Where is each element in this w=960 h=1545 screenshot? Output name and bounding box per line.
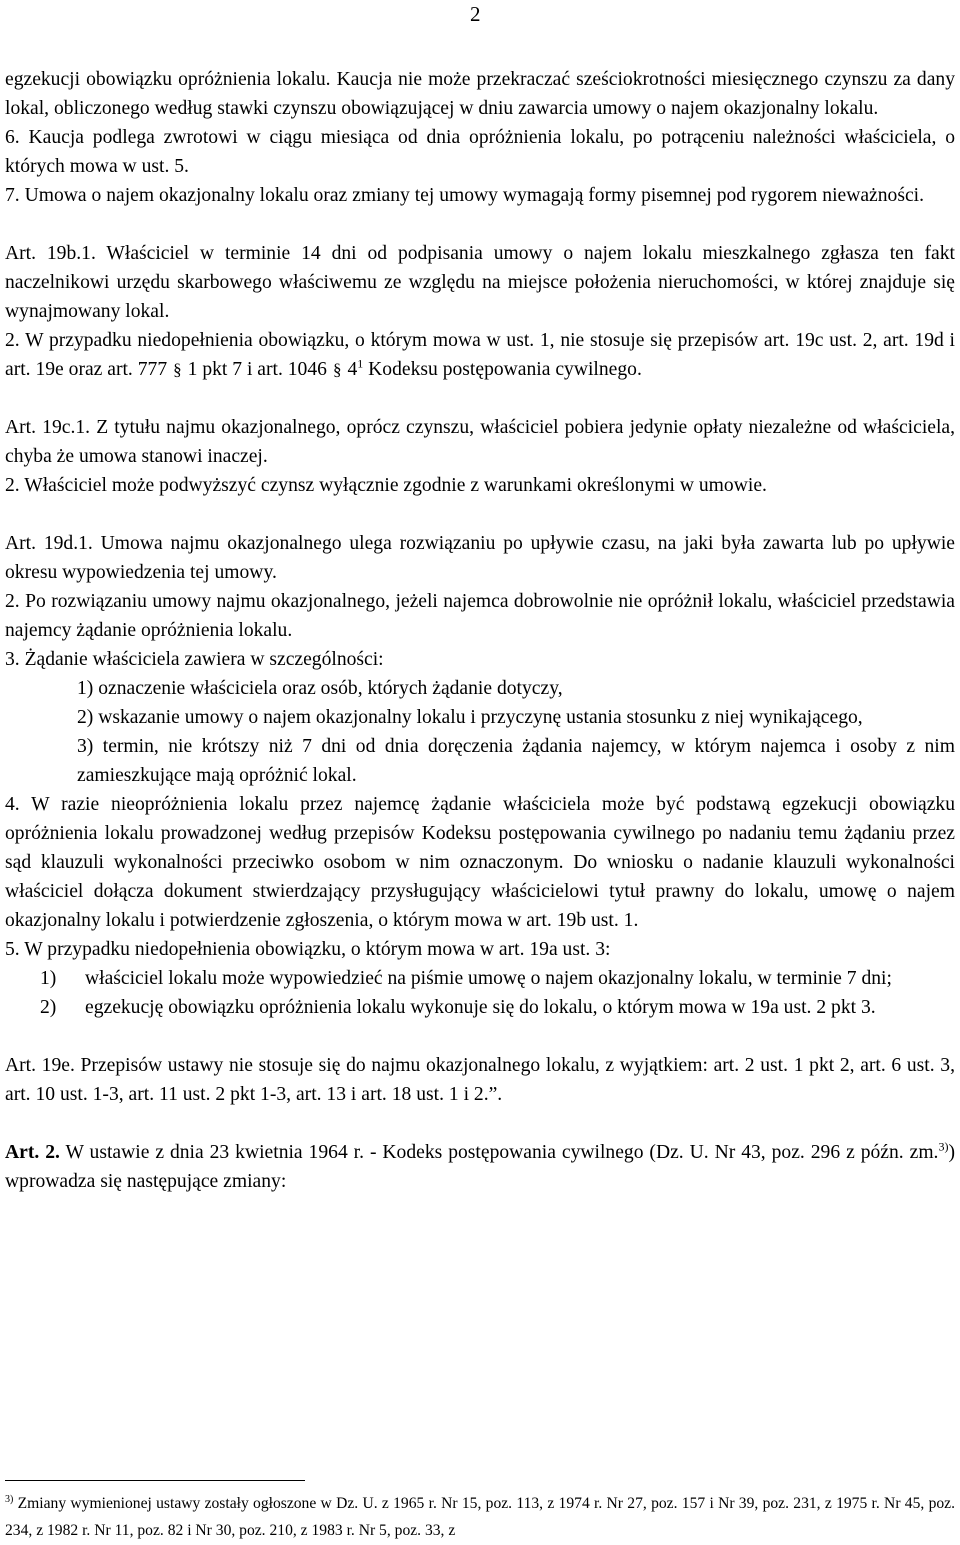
page-number: 2 <box>470 2 481 26</box>
list-item: 2) egzekucję obowiązku opróżnienia lokalu wykonuje się do lokalu, o którym mowa w 19a ust. 2 pkt 3. <box>40 997 876 1018</box>
section-sign: § <box>332 360 342 379</box>
footnote-reference: 3) <box>938 1139 949 1154</box>
art-19d-paragraph-4: 4. W razie nieopróżnienia lokalu przez najemcę żądanie właściciela może być podstawą egzekucji obowiązku opróżnienia lokalu prowadzonej według przepisów Kodeksu postępowania cywilnego po nadaniu temu żądaniu przez sąd klauzuli wykonalności przeciwko osobom w nim oznaczonym. Do wniosku o nadanie klauzuli wykonalności właściciel dołącza dokument stwierdzający przysługujący właścicielowi tytuł prawny do lokalu, umowę o najem okazjonalny lokalu i potwierdzenie zgłoszenia, o którym mowa w art. 19b ust. 1. <box>5 794 955 931</box>
footnote-marker: 3) <box>5 1493 14 1505</box>
article-label: Art. 2. <box>5 1142 60 1163</box>
art-2-paragraph: Art. 2. W ustawie z dnia 23 kwietnia 1964 r. - Kodeks postępowania cywilnego (Dz. U. Nr 43, poz. 296 z późn. zm.$^{3)}$) wprowadza się następujące zmiany: <box>5 1139 955 1192</box>
art-19b-paragraph-2: 2. W przypadku niedopełnienia obowiązku, o którym mowa w ust. 1, nie stosuje się przepisów art. 19c ust. 2, art. 19d i art. 19e oraz art. 777 § 1 pkt 7 i art. 1046 § $4^1$ Kodeksu postępowania cywilnego. <box>5 330 955 380</box>
superscript: 1 <box>357 356 364 371</box>
art-19d-paragraph-2: 2. Po rozwiązaniu umowy najmu okazjonalnego, jeżeli najemca dobrowolnie nie opróżnił lokalu, właściciel przedstawia najemcy żądanie opróżnienia lokalu. <box>5 591 955 641</box>
art-19d-paragraph-5: 5. W przypadku niedopełnienia obowiązku, o którym mowa w art. 19a ust. 3: <box>5 939 611 960</box>
art-19c-paragraph-1: Art. 19c.1. Z tytułu najmu okazjonalnego, oprócz czynszu, właściciel pobiera jedynie opłaty niezależne od właściciela, chyba że umowa stanowi inaczej. <box>5 417 955 467</box>
footnote: $^{3)}$ Zmiany wymienionej ustawy zostały ogłoszone w Dz. U. z 1965 r. Nr 15, poz. 113, z 1974 r. Nr 27, poz. 157 i Nr 39, poz. 231, z 1975 r. Nr 45, poz. 234, z 1982 r. Nr 11, poz. 82 i Nr 30, poz. 210, z 1983 r. Nr 5, poz. 33, z <box>5 1493 955 1539</box>
art-19c-paragraph-2: 2. Właściciel może podwyższyć czynsz wyłącznie zgodnie z warunkami określonymi w umowie. <box>5 475 767 496</box>
art-19d-paragraph-3: 3. Żądanie właściciela zawiera w szczególności: <box>5 649 384 670</box>
footnote-separator <box>5 1480 305 1481</box>
list-item: 3) termin, nie krótszy niż 7 dni od dnia doręczenia żądania najemcy, w którym najemca i osoby z nim zamieszkujące mają opróżnić lokal. <box>77 736 955 786</box>
paragraph-continuation: egzekucji obowiązku opróżnienia lokalu. Kaucja nie może przekraczać sześciokrotności miesięcznego czynszu za dany lokal, obliczonego według stawki czynszu obowiązującej w dniu zawarcia umowy o najem okazjonalny lokalu. <box>5 69 955 119</box>
list-item: 2) wskazanie umowy o najem okazjonalny lokalu i przyczynę ustania stosunku z niej wynikającego, <box>77 707 863 728</box>
document-body <box>5 65 955 1196</box>
section-sign: § <box>173 360 182 379</box>
art-19d-paragraph-1: Art. 19d.1. Umowa najmu okazjonalnego ulega rozwiązaniu po upływie czasu, na jaki była zawarta lub po upływie okresu wypowiedzenia tej umowy. <box>5 533 955 583</box>
paragraph-7: 7. Umowa o najem okazjonalny lokalu oraz zmiany tej umowy wymagają formy pisemnej pod rygorem nieważności. <box>5 185 925 206</box>
art-19e-paragraph: Art. 19e. Przepisów ustawy nie stosuje się do najmu okazjonalnego lokalu, z wyjątkiem: art. 2 ust. 1 pkt 2, art. 6 ust. 3, art. 10 ust. 1-3, art. 11 ust. 2 pkt 1-3, art. 13 i art. 18 ust. 1 i 2.”. <box>5 1055 955 1105</box>
list-item: 1) właściciel lokalu może wypowiedzieć na piśmie umowę o najem okazjonalny lokalu, w terminie 7 dni; <box>40 968 892 989</box>
art-19b-paragraph-1: Art. 19b.1. Właściciel w terminie 14 dni od podpisania umowy o najem lokalu mieszkalnego zgłasza ten fakt naczelnikowi urzędu skarbowego właściwemu ze względu na miejsce położenia nieruchomości, w której znajduje się wynajmowany lokal. <box>5 243 955 322</box>
list-item: 1) oznaczenie właściciela oraz osób, których żądanie dotyczy, <box>77 678 563 699</box>
numbered-list <box>5 964 955 1022</box>
paragraph-6: 6. Kaucja podlega zwrotowi w ciągu miesiąca od dnia opróżnienia lokalu, po potrąceniu należności właściciela, o których mowa w ust. 5. <box>5 127 955 177</box>
